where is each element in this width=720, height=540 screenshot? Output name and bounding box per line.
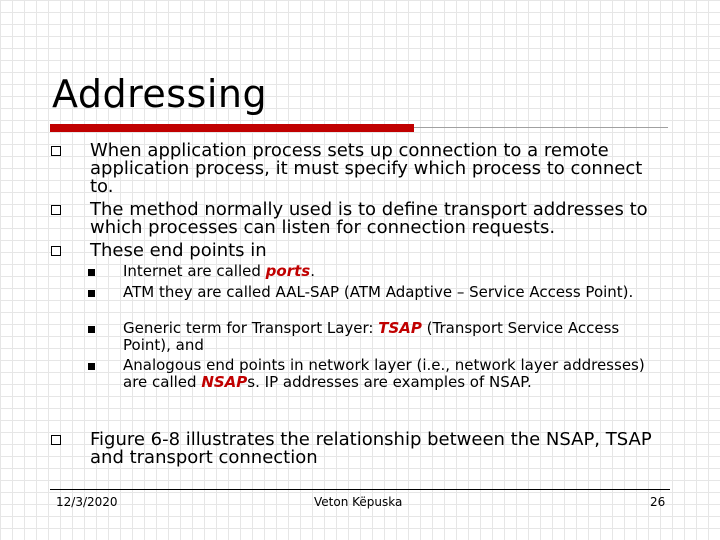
footer-author: Veton Këpuska (314, 495, 403, 509)
hollow-square-bullet-icon (51, 246, 61, 256)
keyword-highlight: TSAP (378, 319, 422, 337)
slide-title: Addressing (52, 72, 268, 116)
bullet-text: The method normally used is to define transport addresses to which processes can listen for connection requests. (90, 199, 648, 238)
footer-date: 12/3/2020 (56, 495, 118, 509)
sub-bullet-text: Analogous end points in network layer (i.e., network layer addresses) are called NSAPs. IP addresses are examples of NSAP. (123, 356, 645, 391)
filled-square-bullet-icon (88, 326, 95, 333)
footer-page-number: 26 (650, 495, 666, 509)
footer-divider (50, 489, 670, 490)
sub-bullet-text: Internet are called ports. (123, 262, 315, 280)
hollow-square-bullet-icon (51, 146, 61, 156)
bullet-text: Figure 6-8 illustrates the relationship between the NSAP, TSAP and transport connection (90, 429, 652, 468)
hollow-square-bullet-icon (51, 205, 61, 215)
keyword-highlight: NSAP (201, 372, 248, 391)
bullet-text: When application process sets up connection to a remote application process, it must specify which process to connect to. (90, 140, 643, 197)
hollow-square-bullet-icon (51, 435, 61, 445)
bullet-text: These end points in (90, 240, 267, 261)
sub-bullet-text: Generic term for Transport Layer: TSAP (Transport Service Access Point), and (123, 319, 620, 354)
filled-square-bullet-icon (88, 290, 95, 297)
keyword-highlight: ports (265, 262, 311, 280)
sub-bullet-text: ATM they are called AAL-SAP (ATM Adaptive – Service Access Point). (123, 283, 634, 301)
filled-square-bullet-icon (88, 363, 95, 370)
filled-square-bullet-icon (88, 269, 95, 276)
